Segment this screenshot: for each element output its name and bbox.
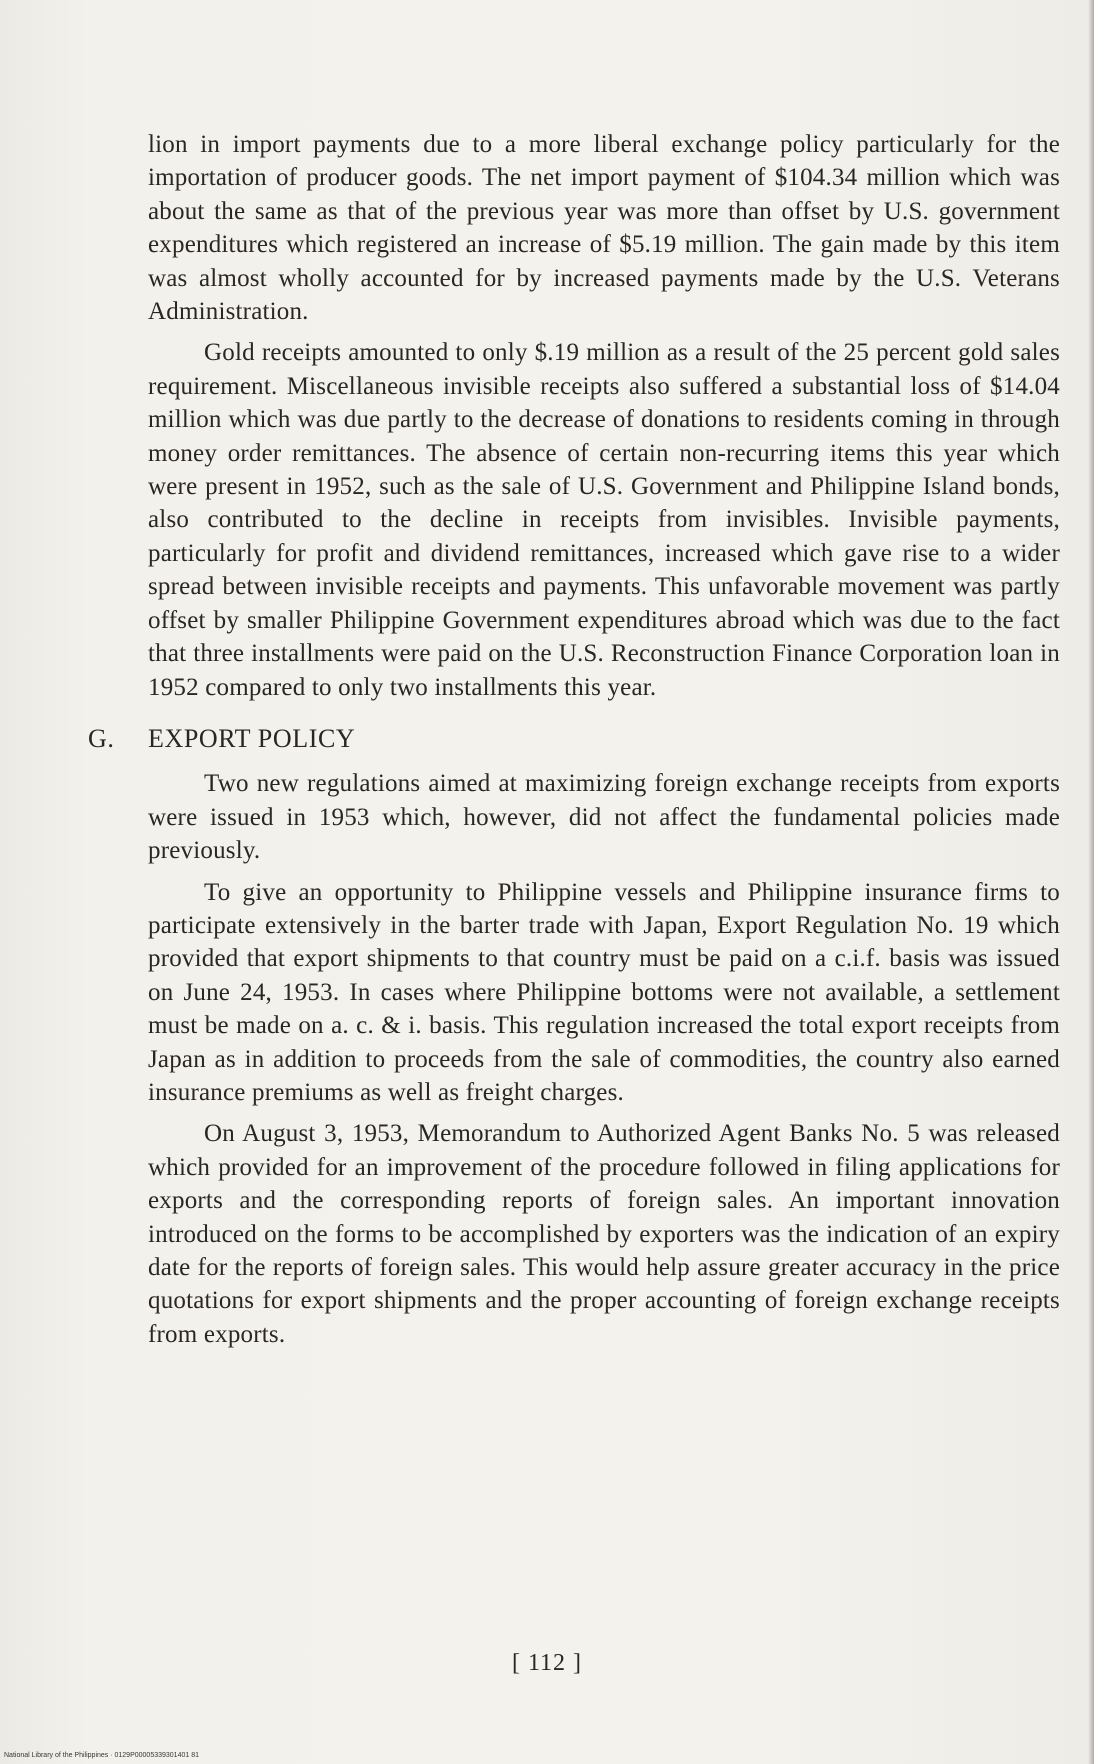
page-number: [ 112 ] [511,1650,583,1676]
page-edge-shadow [1088,0,1094,1764]
paragraph-continued: lion in import payments due to a more liberal exchange policy particularly for the importation of producer goods. The net import payment of $104.34 million which was about the same as that of the previous year was more than offset by U.S. government expenditures which registered an increase of $5.19 million. The gain made by this item was almost wholly accounted for by increased payments made by the U.S. Veterans Administration. [148,131,1060,326]
section-letter: G. [88,723,115,753]
paragraph-export-regulation-19: To give an opportunity to Philippine vessels and Philippine insurance firms to participate extensively in the barter trade with Japan, Export Regulation No. 19 which provided that export shipments to that country must be paid on a c.i.f. basis was issued on June 24, 1953. In cases where Philippine bottoms were not available, a settlement must be made on a. c. & i. basis. This regulation increased the total export receipts from Japan as in addition to proceeds from the sale of commodities, the country also earned insurance premiums as well as freight charges. [148,878,1060,1106]
scan-credit: National Library of the Philippines · 0129P00005339301401 81 [4,1752,199,1759]
paragraph-gold-receipts: Gold receipts amounted to only $.19 million as a result of the 25 percent gold sales requirement. Miscellaneous invisible receipts also suffered a substantial loss of $14.04 million which was due partly to the decrease of donations to residents coming in through money order remittances. The absence of certain non-recurring items this year which were present in 1952, such as the sale of U.S. Government and Philippine Island bonds, also contributed to the decline in receipts from invisibles. Invisible payments, particularly for profit and dividend remittances, increased which gave rise to a wider spread between invisible receipts and payments. This unfavorable movement was partly offset by smaller Philippine Government expenditures abroad which was due to the fact that three installments were paid on the U.S. Reconstruction Finance Corporation loan in 1952 compared to only two installments this year. [148,339,1060,701]
body-text [88,128,1060,1351]
paragraph-memorandum: On August 3, 1953, Memorandum to Authorized Agent Banks No. 5 was released which provided for an improvement of the procedure followed in filing applications for exports and the corresponding reports of foreign sales. An important innovation introduced on the forms to be accomplished by exporters was the indication of an expiry date for the reports of foreign sales. This would help assure greater accuracy in the price quotations for export shipments and the proper accounting of foreign exchange receipts from exports. [148,1120,1060,1348]
section-heading [88,722,1060,755]
section-title: EXPORT POLICY [148,723,356,753]
paragraph-regulations: Two new regulations aimed at maximizing foreign exchange receipts from exports were issued in 1953 which, however, did not affect the fundamental policies made previously. [148,770,1060,865]
